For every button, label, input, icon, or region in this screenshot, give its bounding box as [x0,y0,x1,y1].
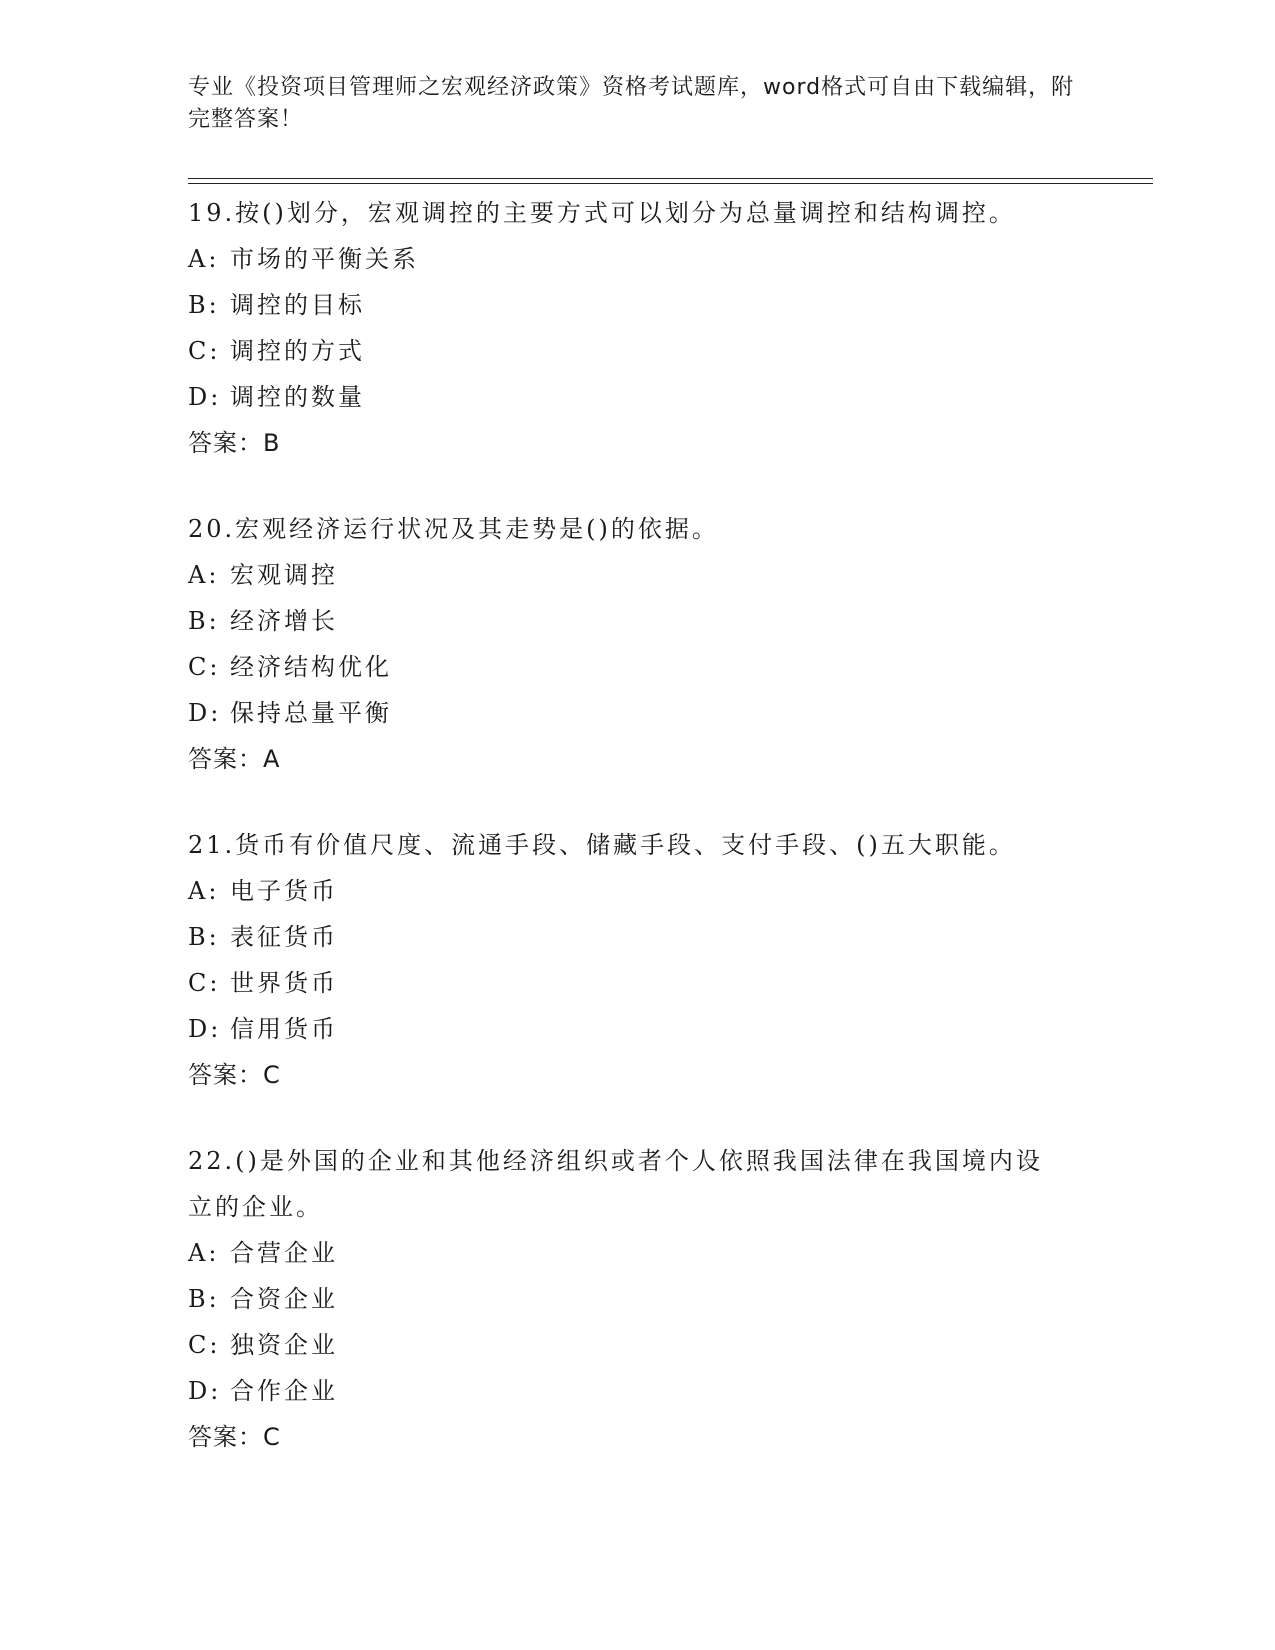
option-d [188,1006,1088,1052]
option-key: C: [188,1331,221,1359]
option-key: D: [188,1377,222,1405]
option-c [188,328,1088,374]
option-key: A: [188,245,220,273]
option-text: 独资企业 [230,1331,338,1359]
question-stem: 19.按()划分，宏观调控的主要方式可以划分为总量调控和结构调控。 [188,199,1016,227]
option-key: D: [188,1015,222,1043]
document-header: 专业《投资项目管理师之宏观经济政策》资格考试题库，word格式可自由下载编辑，附完整答案！ [188,75,1075,132]
option-text: 经济增长 [230,607,338,635]
option-text: 宏观调控 [230,561,338,589]
option-d [188,690,1088,736]
answer-line: 答案：B [188,429,281,457]
option-text: 调控的数量 [230,383,365,411]
option-d [188,1368,1088,1414]
option-c [188,644,1088,690]
option-key: C: [188,337,221,365]
option-text: 合作企业 [230,1377,338,1405]
question-22 [188,1138,1088,1460]
option-key: A: [188,1239,220,1267]
option-a [188,552,1088,598]
option-b [188,282,1088,328]
option-text: 合资企业 [230,1285,338,1313]
option-text: 经济结构优化 [230,653,392,681]
option-b [188,914,1088,960]
option-b [188,1276,1088,1322]
option-text: 调控的方式 [230,337,365,365]
option-key: C: [188,969,221,997]
option-key: A: [188,877,220,905]
option-text: 电子货币 [230,877,338,905]
question-stem: 21.货币有价值尺度、流通手段、储藏手段、支付手段、()五大职能。 [188,831,1016,859]
option-key: B: [188,923,220,951]
question-20 [188,506,1088,782]
option-key: B: [188,607,220,635]
answer-line: 答案：C [188,1061,281,1089]
option-text: 市场的平衡关系 [230,245,419,273]
option-text: 表征货币 [230,923,338,951]
option-key: C: [188,653,221,681]
answer-line: 答案：C [188,1423,281,1451]
option-key: B: [188,291,220,319]
question-stem: 22.()是外国的企业和其他经济组织或者个人依照我国法律在我国境内设立的企业。 [188,1147,1043,1221]
option-text: 信用货币 [230,1015,338,1043]
option-a [188,868,1088,914]
header-divider-bottom [188,183,1153,184]
option-c [188,960,1088,1006]
option-key: A: [188,561,220,589]
question-list [188,190,1088,1500]
option-text: 保持总量平衡 [230,699,392,727]
option-d [188,374,1088,420]
option-a [188,1230,1088,1276]
option-text: 世界货币 [230,969,338,997]
option-a [188,236,1088,282]
answer-line: 答案：A [188,745,281,773]
option-key: D: [188,383,222,411]
question-stem: 20.宏观经济运行状况及其走势是()的依据。 [188,515,719,543]
option-key: D: [188,699,222,727]
option-key: B: [188,1285,220,1313]
option-b [188,598,1088,644]
option-c [188,1322,1088,1368]
option-text: 调控的目标 [230,291,365,319]
question-21 [188,822,1088,1098]
header-divider-top [188,178,1153,179]
question-19 [188,190,1088,466]
option-text: 合营企业 [230,1239,338,1267]
